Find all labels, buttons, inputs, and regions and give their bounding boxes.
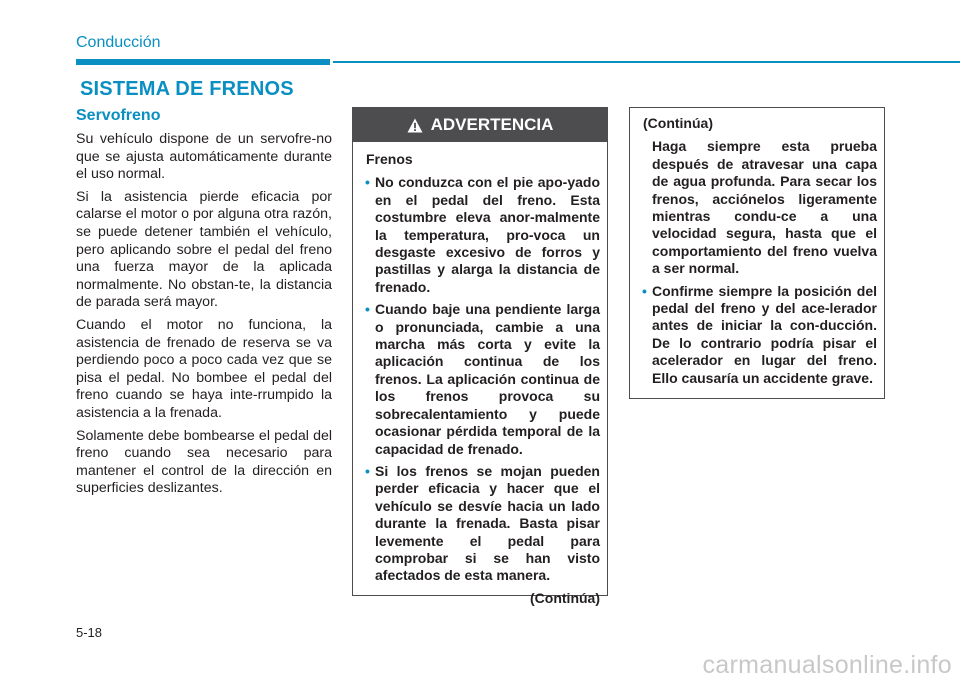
continued-paragraph: Haga siempre esta prueba después de atravesar una capa de agua profunda. Para secar los frenos, acciónelos ligeramente mientras condu-ce a una velocidad segura, hasta que el comportamiento del freno vuelva a ser normal. <box>652 138 877 277</box>
warning-bullet: • No conduzca con el pie apo-yado en el pedal del freno. Esta costumbre eleva anor-malmente la temperatura, pro-voca un desgaste excesivo de forros y pastillas y alarga la distancia de frenado. <box>366 174 600 296</box>
paragraph: Su vehículo dispone de un servofre-no que se ajusta automáticamente durante el uso normal. <box>76 131 332 183</box>
subtitle: Servofreno <box>76 107 161 124</box>
continued-bullet: • Confirme siempre la posición del pedal del freno y del ace-lerador antes de iniciar la con-ducción. De lo contrario podría pisar el acelerador en lugar del freno. Ello causaría un accidente grave. <box>643 283 877 387</box>
left-column <box>76 107 332 503</box>
header-bar-thick <box>76 59 330 65</box>
warning-title: ADVERTENCIA <box>430 115 554 134</box>
continued-body <box>630 108 884 387</box>
page-number: 5-18 <box>76 625 103 640</box>
warning-box <box>352 107 608 606</box>
paragraph: Solamente debe bombearse el pedal del freno cuando sea necesario para mantener el control de la dirección en superficies deslizantes. <box>76 427 332 497</box>
continued-box <box>629 107 885 399</box>
warning-heading: Frenos <box>366 151 413 167</box>
continued-label: (Continúa) <box>530 589 600 606</box>
continued-heading: (Continúa) <box>643 115 713 131</box>
page-title: SISTEMA DE FRENOS <box>80 78 294 100</box>
watermark: carmanualsonline.info <box>702 651 952 679</box>
warning-bullet: • Cuando baje una pendiente larga o pronunciada, cambie a una marcha más corta y evite la aplicación continua de los frenos. La aplicación continua de los frenos provoca su sobrecalentamiento y puede ocasionar pérdida temporal de la capacidad de frenado. <box>366 301 600 458</box>
section-label: Conducción <box>76 34 161 51</box>
warning-body <box>353 142 607 607</box>
warning-bullet: • Si los frenos se mojan pueden perder eficacia y hacer que el vehículo se desvíe hacia un lado durante la frenada. Basta pisar levemente el pedal para comprobar si se han visto afectados de esta manera. <box>366 463 600 585</box>
header-bar-thin <box>333 61 960 63</box>
paragraph: Si la asistencia pierde eficacia por calarse el motor o por alguna otra razón, se puede detener también el vehículo, pero aplicando sobre el pedal del freno una fuerza mayor de la aplicada normalmente. No obstan-te, la distancia de parada será mayor. <box>76 188 332 311</box>
warning-header <box>353 108 607 142</box>
warning-triangle-icon <box>407 118 423 133</box>
paragraph: Cuando el motor no funciona, la asistencia de frenado de reserva se va perdiendo poco a poco cada vez que se pisa el pedal. No bombee el pedal del freno cuando se haya inte-rrumpido la asistencia a la frenada. <box>76 316 332 421</box>
